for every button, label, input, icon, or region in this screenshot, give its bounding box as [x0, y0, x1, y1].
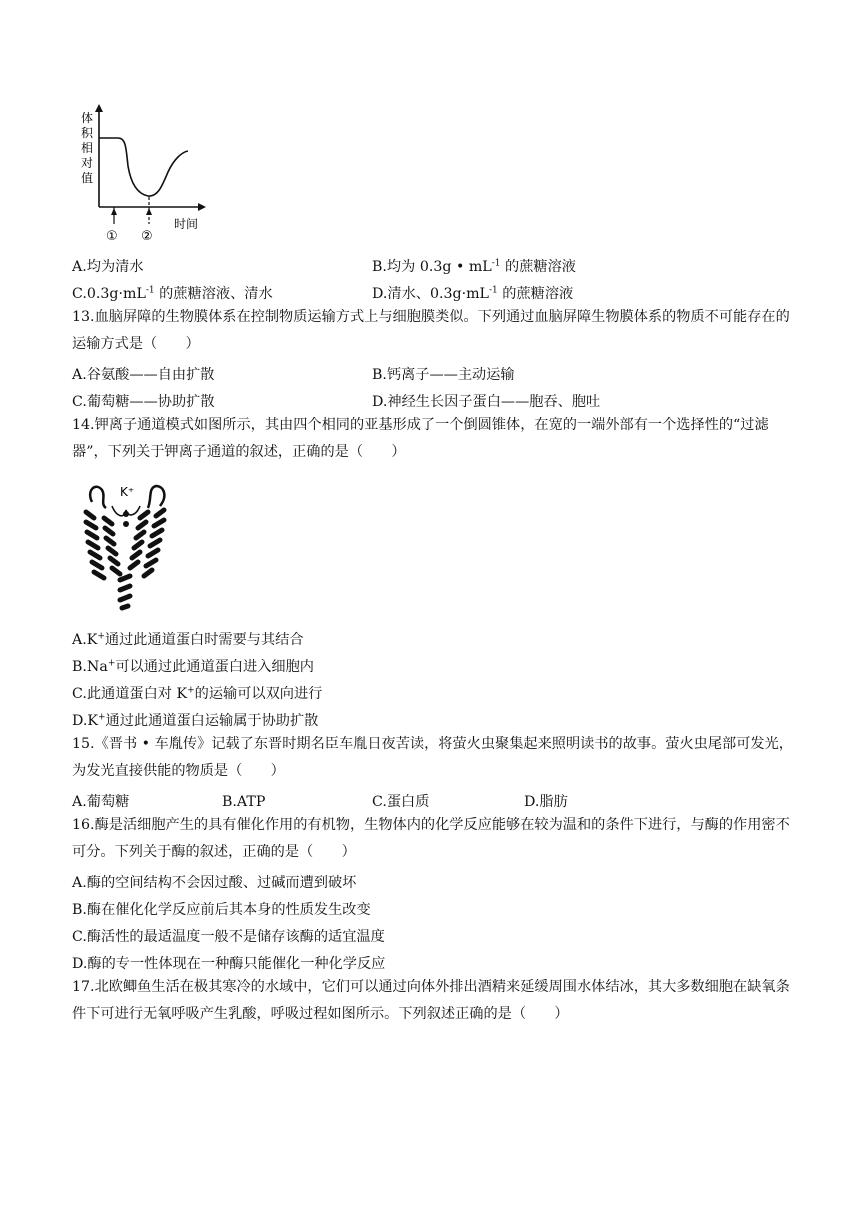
k-ion-label: K⁺	[120, 485, 135, 499]
volume-time-graph	[76, 104, 216, 246]
graph-ylabel-char: 值	[81, 171, 94, 185]
potassium-ion	[123, 521, 129, 527]
graph-marker-2-label: ②	[141, 229, 153, 244]
q13-stem: 13.血脑屏障的生物膜体系在控制物质运输方式上与细胞膜类似。下列通过血脑屏障生物膜体系的物质不可能存在的运输方式是（ ）	[72, 309, 790, 352]
channel-top-loop-right	[148, 486, 164, 508]
q15-stem: 15.《晋书 • 车胤传》记载了东晋时期名臣车胤日夜苦读，将萤火虫聚集起来照明读书的故事。萤火虫尾部可发光，为发光直接供能的物质是（ ）	[72, 736, 793, 779]
graph-marker-2-arrow	[146, 208, 152, 215]
graph-y-arrow	[95, 104, 103, 112]
graph-x-arrow	[198, 203, 206, 211]
graph-marker-1-arrow	[111, 208, 117, 215]
q14-option-d[interactable]: D.K+通过此通道蛋白运输属于协助扩散	[72, 712, 319, 729]
channel-top-loop-left	[90, 487, 106, 508]
q12-option-c[interactable]: $C.0.3g\cdot mL^{-1}$ 的蔗糖溶液、清水	[72, 285, 273, 302]
graph-ylabel-char: 相	[81, 141, 94, 155]
q15-option-a[interactable]: A.葡萄糖	[72, 794, 130, 810]
q13-option-a[interactable]: A.谷氨酸——自由扩散	[72, 367, 215, 383]
q16-option-d[interactable]: D.酶的专一性体现在一种酶只能催化一种化学反应	[72, 956, 386, 972]
graph-marker-1-label: ①	[106, 229, 118, 244]
q16-option-c[interactable]: C.酶活性的最适温度一般不是储存该酶的适宜温度	[72, 929, 385, 945]
q15-option-c[interactable]: C.蛋白质	[372, 794, 430, 810]
q13-option-d[interactable]: D.神经生长因子蛋白——胞吞、胞吐	[372, 394, 601, 410]
potassium-channel-figure	[78, 480, 174, 616]
graph-ylabel-char: 积	[81, 126, 94, 140]
q13-option-b[interactable]: B.钙离子——主动运输	[372, 367, 515, 383]
q16-option-a[interactable]: A.酶的空间结构不会因过酸、过碱而遭到破坏	[72, 875, 357, 891]
q12-option-b[interactable]: B.均为 0.3g • $mL^{-1}$ 的蔗糖溶液	[372, 258, 576, 275]
graph-curve	[99, 138, 188, 196]
potassium-ion	[123, 511, 129, 517]
q14-option-a[interactable]: A.K+通过此通道蛋白时需要与其结合	[72, 631, 304, 648]
q12-option-d[interactable]: D.清水、$0.3g\cdot mL^{-1}$ 的蔗糖溶液	[372, 285, 574, 302]
graph-ylabel-char: 对	[81, 156, 94, 170]
q12-option-a[interactable]: A.均为清水	[72, 259, 144, 275]
q14-option-c[interactable]: C.此通道蛋白对 K+的运输可以双向进行	[72, 685, 323, 702]
q15-option-d[interactable]: D.脂肪	[524, 794, 568, 810]
channel-helix-left-outer	[86, 512, 104, 578]
channel-bottom-tail	[120, 576, 130, 608]
q15-option-b[interactable]: B.ATP	[222, 794, 266, 810]
q14-stem: 14.钾离子通道模式如图所示，其由四个相同的亚基形成了一个倒圆锥体，在宽的一端外部有一个选择性的“过滤器”，下列关于钾离子通道的叙述，正确的是（ ）	[72, 417, 769, 460]
q16-option-b[interactable]: B.酶在催化化学反应前后其本身的性质发生改变	[72, 902, 371, 918]
graph-ylabel-char: 体	[81, 111, 94, 125]
q13-option-c[interactable]: C.葡萄糖——协助扩散	[72, 394, 215, 410]
channel-helix-right-inner	[130, 512, 148, 568]
graph-xlabel: 时间	[174, 217, 199, 231]
q14-option-b[interactable]: B.Na+可以通过此通道蛋白进入细胞内	[72, 658, 314, 675]
channel-helix-left-inner	[104, 518, 120, 574]
q16-stem: 16.酶是活细胞产生的具有催化作用的有机物，生物体内的化学反应能够在较为温和的条件下进行，与酶的作用密不可分。下列关于酶的叙述，正确的是（ ）	[72, 817, 790, 860]
q17-stem: 17.北欧鲫鱼生活在极其寒冷的水域中，它们可以通过向体外排出酒精来延缓周围水体结冰，其大多数细胞在缺氧条件下可进行无氧呼吸产生乳酸，呼吸过程如图所示。下列叙述正确的是（ ）	[72, 979, 790, 1022]
